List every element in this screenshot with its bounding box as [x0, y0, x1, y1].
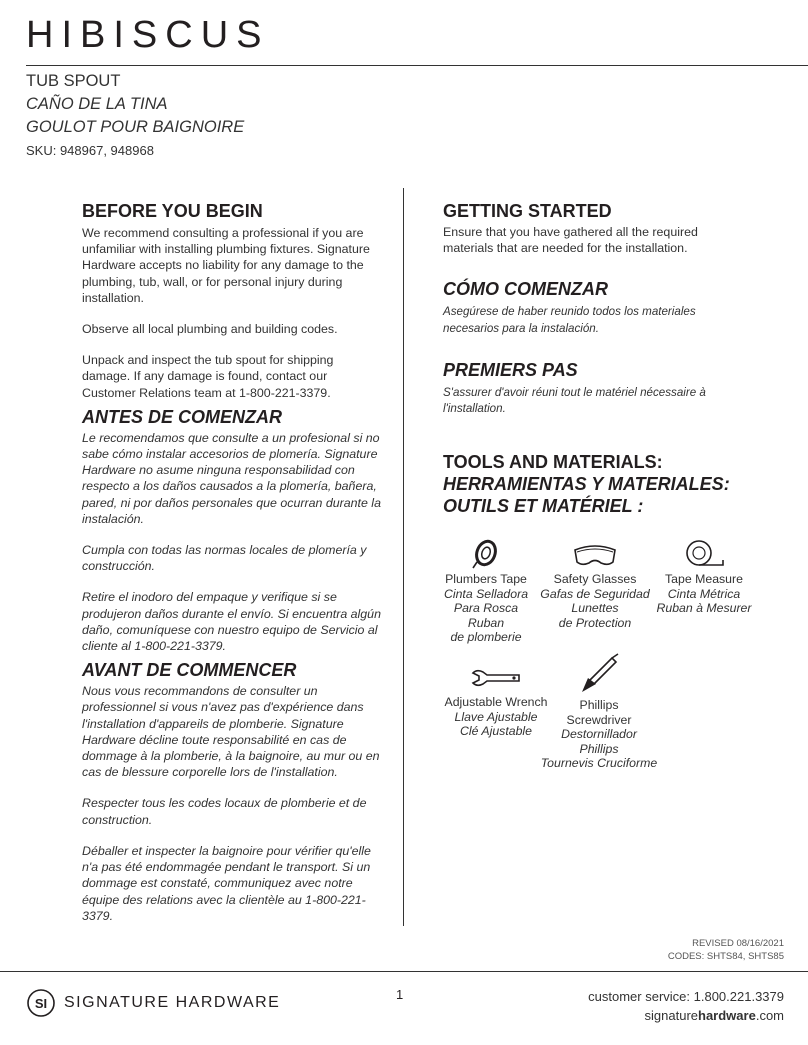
right-column	[443, 200, 743, 517]
heading-before-you-begin: BEFORE YOU BEGIN	[82, 201, 263, 221]
footer-brand-name: SIGNATURE HARDWARE	[64, 994, 281, 1011]
before-p3: Unpack and inspect the tub spout for shipping damage. If any damage is found, contact our Customer Relations team at 1-800-221-3379.	[82, 353, 334, 400]
title-en: TUB SPOUT	[26, 72, 121, 90]
heading-avant-de-commencer: AVANT DE COMMENCER	[82, 660, 297, 681]
heading-tools-es: HERRAMIENTAS Y MATERIALES:	[443, 474, 730, 495]
heading-tools-fr: OUTILS ET MATÉRIEL :	[443, 496, 644, 517]
website-prefix: signature	[644, 1008, 699, 1023]
avant-p3: Déballer et inspecter la baignoire pour vérifier qu'elle n'a pas été endommagée pendant le transport. Si un dommage est constaté, communiquez avec notre équipe des relations avec la clientèle au 1-800-221-3379.	[82, 843, 371, 923]
tool-name-fr: Clé Ajustable	[460, 724, 532, 739]
safety-glasses-icon	[571, 538, 619, 570]
title-es: CAÑO DE LA TINA	[26, 95, 168, 113]
tool-name-fr-2: de plomberie	[450, 630, 522, 645]
before-p1: We recommend consulting a professional if you are unfamiliar with installing plumbing fixtures. Signature Hardware accepts no liability for any damage to the plumbing, tub, wall, or for personal injury during installation.	[82, 226, 370, 305]
website-bold: hardware	[698, 1008, 756, 1023]
tool-name-fr: Ruban à Mesurer	[656, 601, 752, 616]
screwdriver-icon	[576, 652, 622, 696]
title-fr: GOULOT POUR BAIGNOIRE	[26, 118, 245, 136]
antes-p2: Cumpla con todas las normas locales de plomería y construcción.	[82, 543, 367, 574]
website-suffix: .com	[755, 1008, 784, 1023]
footer-logo	[26, 988, 280, 1018]
antes-p3: Retire el inodoro del empaque y verifique si se produjeron daños durante el envío. Si encuentra algún daño, comuníquese con nuestro equipo de Servicio al cliente al 1-800-221-3379.	[82, 590, 381, 654]
heading-premiers-pas: PREMIERS PAS	[443, 359, 578, 380]
premiers-text: S'assurer d'avoir réuni tout le matériel nécessaire à l'installation.	[443, 385, 706, 416]
tool-name-en: Phillips	[579, 698, 619, 712]
tool-name-es: Cinta Métrica	[667, 586, 741, 601]
header-rule	[26, 65, 808, 66]
tool-phillips-screwdriver	[540, 652, 658, 771]
tool-name-es: Llave Ajustable	[454, 709, 538, 724]
column-divider	[403, 188, 404, 926]
avant-p2: Respecter tous les codes locaux de plomberie et de construction.	[82, 796, 367, 827]
tool-name-en: Plumbers Tape	[445, 572, 527, 586]
website-link[interactable]	[588, 1006, 784, 1025]
heading-getting-started: GETTING STARTED	[443, 201, 612, 221]
como-text: Asegúrese de haber reunido todos los materiales necesarios para la instalación.	[443, 305, 696, 335]
signature-hardware-logo-icon	[26, 988, 56, 1018]
tape-measure-icon	[681, 538, 727, 570]
logo-mark-text: SI	[34, 996, 48, 1011]
adjustable-wrench-icon	[469, 663, 523, 693]
tool-plumbers-tape	[438, 538, 534, 645]
tool-name-en-2: Screwdriver	[566, 712, 632, 727]
getting-started-text: Ensure that you have gathered all the required materials that are needed for the installation.	[443, 225, 698, 256]
left-column	[82, 200, 382, 924]
sku: SKU: 948967, 948968	[26, 143, 154, 158]
tool-name-es: Gafas de Seguridad	[540, 586, 650, 601]
plumbers-tape-icon	[469, 538, 503, 570]
heading-tools-en: TOOLS AND MATERIALS:	[443, 452, 663, 473]
tool-name-fr: Ruban	[467, 615, 505, 630]
page-number: 1	[396, 987, 404, 1002]
tool-adjustable-wrench	[438, 663, 554, 739]
antes-p1: Le recomendamos que consulte a un profesional si no sabe cómo instalar accesorios de plomería. Signature Hardware no asume ninguna responsabilidad con respecto a los daños causados a la plomería, bañera, pared, ni por daños personales que ocurran durante la instalación.	[82, 430, 381, 526]
tool-name-fr: Lunettes	[571, 601, 619, 616]
tool-name-es: Destornillador	[561, 727, 637, 742]
footer-contact	[588, 987, 784, 1025]
codes: CODES: SHTS84, SHTS85	[667, 951, 784, 962]
heading-como-comenzar: CÓMO COMENZAR	[443, 279, 608, 300]
tool-name-fr-2: de Protection	[558, 615, 632, 630]
tool-name-en: Adjustable Wrench	[444, 695, 548, 709]
heading-antes-de-comenzar: ANTES DE COMENZAR	[82, 406, 283, 427]
revision-info	[668, 937, 784, 963]
tool-name-en: Safety Glasses	[553, 572, 637, 586]
tool-name-es-2: Phillips	[579, 741, 619, 756]
tool-name-en: Tape Measure	[665, 572, 743, 586]
footer-rule	[0, 971, 808, 972]
brand-title: HIBISCUS	[26, 14, 270, 56]
tool-safety-glasses	[540, 538, 650, 630]
avant-p1: Nous vous recommandons de consulter un professionnel si vous n'avez pas d'expérience dans l'installation d'appareils de plomberie. Signature Hardware décline toute responsabilité en cas de dommage à la plomberie, à la baignoire, au mur ou en cas de blessure corporelle lors de l'installation.	[82, 684, 380, 780]
revised-date: REVISED 08/16/2021	[692, 938, 784, 949]
tool-name-es: Cinta Selladora	[443, 586, 529, 601]
tool-name-fr: Tournevis Cruciforme	[540, 756, 658, 771]
customer-service: customer service: 1.800.221.3379	[588, 989, 784, 1004]
before-p2: Observe all local plumbing and building codes.	[82, 322, 338, 337]
tool-tape-measure	[654, 538, 754, 616]
tool-name-es-2: Para Rosca	[453, 601, 519, 616]
